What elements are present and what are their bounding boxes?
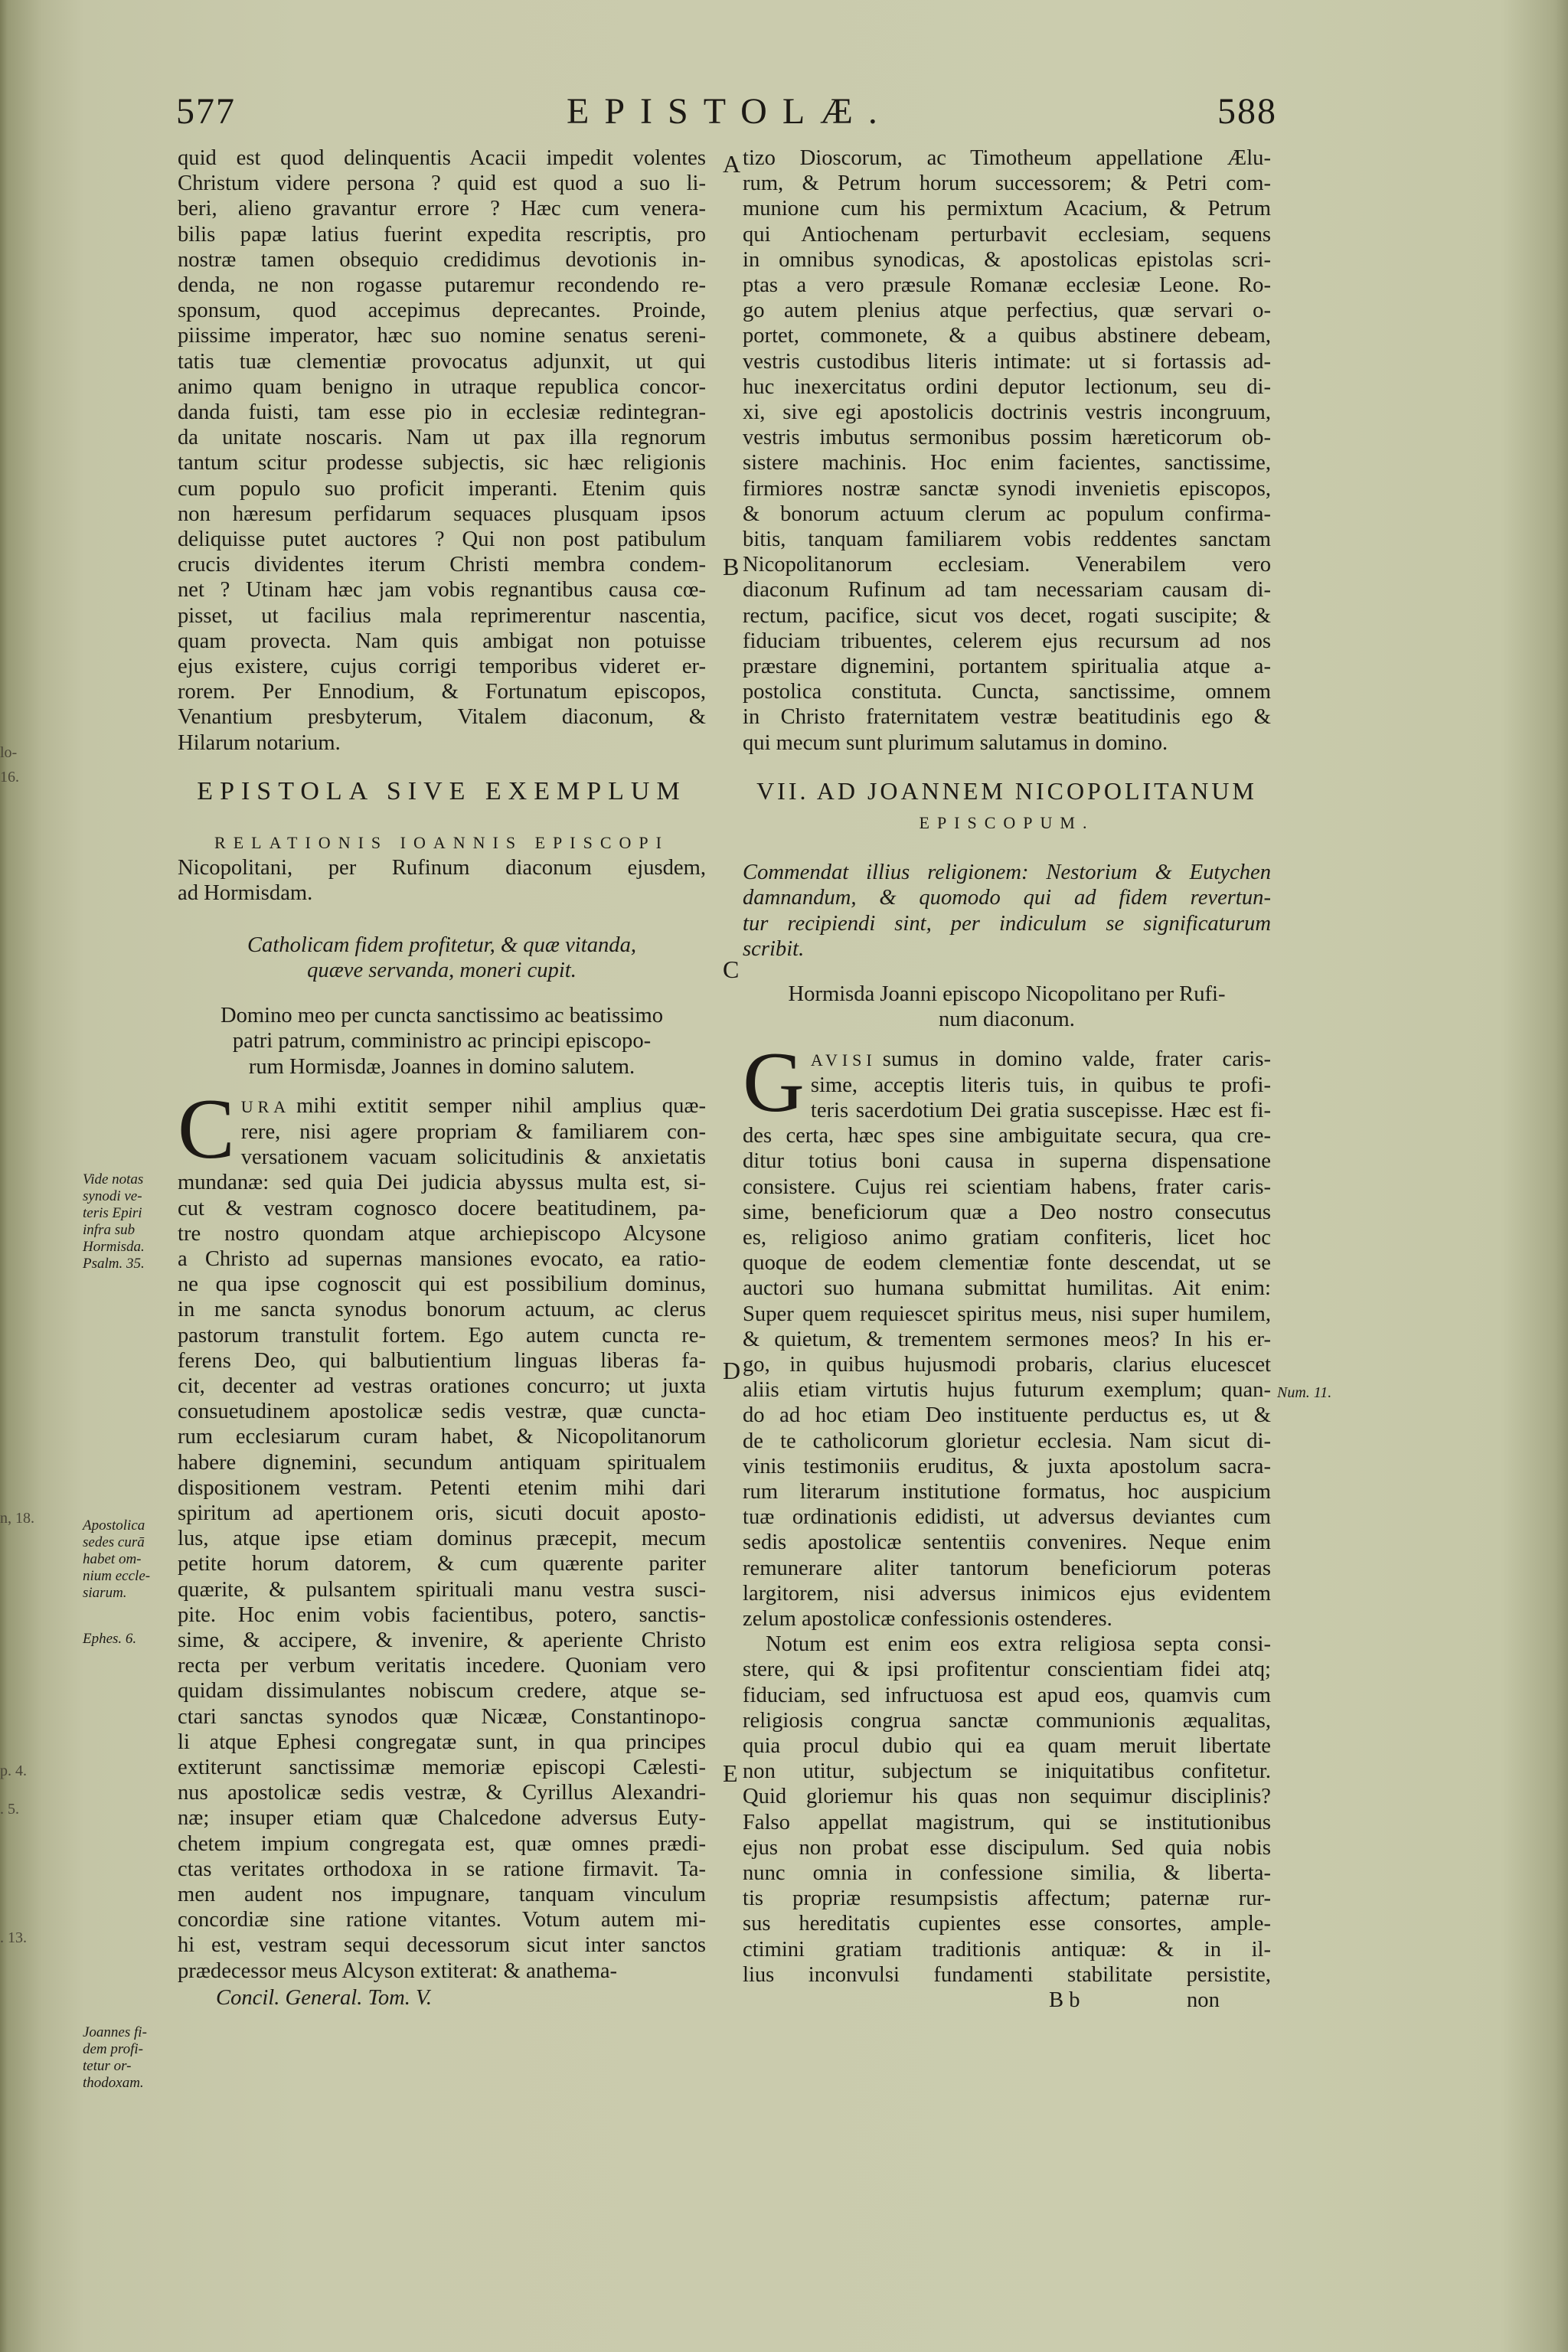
text-line: quid est quod delinquentis Acacii impedit volentes xyxy=(178,146,706,170)
section-marker: B xyxy=(723,553,740,580)
text-line: rum Hormisdæ, Joannes in domino salutem. xyxy=(248,1054,635,1079)
text-line: piissime imperator, hæc suo nomine senatus sereni- xyxy=(178,324,706,348)
text-line: ctari sanctas synodos quæ Nicææ, Constantinopo- xyxy=(178,1704,706,1729)
text-line: præstare dignemini, portantem spiritualia atque a- xyxy=(743,655,1271,679)
text-line: ne qua ipse cognoscit qui est possibilium dominus, xyxy=(178,1272,706,1297)
text-line: do ad hoc etiam Deo instituente perductus es, ut & xyxy=(743,1403,1271,1428)
text-line: damnandum, & quomodo qui ad fidem revertun- xyxy=(743,886,1271,910)
page-number-right: 588 xyxy=(1217,91,1277,132)
text-line: Super quem requiescet spiritus meus, nisi super humilem, xyxy=(743,1302,1271,1326)
text-line: tre nostro quondam atque archiepiscopo Alcysone xyxy=(178,1221,706,1246)
text-line: URA mihi extitit semper nihil amplius quæ- xyxy=(240,1093,706,1118)
text-line: dispositionem vestram. Petenti etenim mihi dari xyxy=(178,1475,706,1500)
text-line: qui Antiochenam perturbavit ecclesiam, sequens xyxy=(743,222,1271,247)
text-line: ferens Deo, qui balbutientium linguas liberas fa- xyxy=(178,1348,706,1373)
text-line: tantum scitur prodesse subjectis, sic hæc religionis xyxy=(178,451,706,475)
text-line: Nicopolitanorum ecclesiam. Venerabilem vero xyxy=(743,553,1271,577)
text-line: teris sacerdotium Dei gratia suscepisse. Hæc est fi- xyxy=(810,1098,1271,1122)
margin-note: Apostolica sedes curā habet om- nium eccle- siarum. xyxy=(83,1517,151,1601)
text-line: ctimini gratiam traditionis antiquæ: & in il- xyxy=(743,1937,1271,1962)
text-line: tatis tuæ clementiæ provocatus adjunxit, ut qui xyxy=(178,349,706,374)
text-line: sedis apostolicæ sententiis convenires. Neque enim xyxy=(743,1530,1271,1555)
text-line: danda fuisti, tam esse pio in ecclesiæ redintegran- xyxy=(178,400,706,425)
text-line: Falso appellat magistrum, qui se institutionibus xyxy=(743,1810,1271,1834)
text-line: nus apostolicæ sedis vestræ, & Cyrillus Alexandri- xyxy=(178,1781,706,1805)
running-title: EPISTOLÆ. xyxy=(567,91,893,132)
text-line: vinis testimoniis eruditus, & juxta apostolum sacra- xyxy=(743,1454,1271,1478)
text-line: chetem impium congregata est, quæ omnes prædi- xyxy=(178,1831,706,1856)
text-line: tuæ ordinationis edidisti, ut adversus deviantes cum xyxy=(743,1505,1271,1530)
text-line: in omnibus synodicas, & apostolicas epistolas scri- xyxy=(743,247,1271,272)
text-line: de te catholicorum glorietur ecclesia. Nam sicut di- xyxy=(743,1429,1271,1453)
text-line: deliquisse putet auctores ? Qui non post patibulum xyxy=(178,528,706,552)
text-line: bilis papæ latius fuerint expedita rescriptis, pro xyxy=(178,222,706,247)
text-line: ditur totius boni causa in superna dispensatione xyxy=(743,1149,1271,1174)
text-line: zelum apostolicæ confessionis ostenderes. xyxy=(743,1606,1112,1631)
text-line: ejus existere, cujus corrigi temporibus videret er- xyxy=(178,655,706,679)
text-line: rectum, pacifice, sicut vos decet, rogati suscipite; & xyxy=(743,603,1271,628)
text-line: firmiores nostræ sanctæ synodi invenietis episcopos, xyxy=(743,476,1271,501)
text-line: næ; insuper etiam quæ Chalcedone adversus Euty- xyxy=(178,1806,706,1831)
text-line: vestris imbutus sermonibus possim hæreticorum ob- xyxy=(743,426,1271,450)
bleed-fragment: . 5. xyxy=(0,1801,19,1818)
text-line: petite horum datorem, & cum quærente pariter xyxy=(178,1552,706,1576)
text-line: crucis dividentes iterum Christi membra condem- xyxy=(178,553,706,577)
text-line: stere, qui & ipsi profitentur conscientiam fidei atq; xyxy=(743,1658,1271,1682)
text-line: auctori suo humana submittat humilitas. Ait enim: xyxy=(743,1276,1271,1301)
text-line: aliis etiam virtutis hujus futurum exemplum; quan- xyxy=(743,1378,1271,1403)
text-line: quidam dissimulantes nobiscum credere, atque se- xyxy=(178,1679,706,1704)
text-line: recta per verbum veritatis incedere. Quoniam vero xyxy=(178,1654,706,1678)
text-line: huc inexercitatus ordini deputor lectionum, seu di- xyxy=(743,374,1271,399)
text-line: li atque Ephesi congregatæ sunt, in qua principes xyxy=(178,1730,706,1754)
text-line: lus, atque ipse etiam dominus præcepit, mecum xyxy=(178,1527,706,1551)
text-line: vestris custodibus literis intimate: ut si fortassis ad- xyxy=(743,349,1271,374)
left-column xyxy=(178,145,706,2011)
text-line: pite. Hoc enim vobis facientibus, potero, sanctis- xyxy=(178,1602,706,1627)
margin-note: Num. 11. xyxy=(1277,1384,1332,1401)
text-line: lius inconvulsi fundamenti stabilitate persistite, xyxy=(743,1962,1271,1987)
text-line: da unitate noscaris. Nam ut pax illa regnorum xyxy=(178,426,706,450)
text-line: es, religioso animo gratiam confiteris, licet hoc xyxy=(743,1225,1271,1250)
text-line: largitorem, nisi adversus inimicos ejus evidentem xyxy=(743,1581,1271,1606)
section-marker: D xyxy=(723,1357,741,1384)
text-line: postolica constituta. Cuncta, sanctissime, omnem xyxy=(743,680,1271,704)
text-line: rum ecclesiarum curam habet, & Nicopolitanorum xyxy=(178,1425,706,1449)
text-line: Venantium presbyterum, Vitalem diaconum, & xyxy=(178,705,706,730)
margin-note: Ephes. 6. xyxy=(83,1631,137,1647)
text-line: animo quam benigno in utraque republica concor- xyxy=(178,374,706,399)
text-line: quia procul dubio qui ea quam meruit libertate xyxy=(743,1733,1271,1758)
page-number-left: 577 xyxy=(176,91,236,132)
section-subtitle: RELATIONIS IOANNIS EPISCOPI xyxy=(214,833,669,853)
text-line: men audent nos impugnare, tanquam vinculum xyxy=(178,1883,706,1906)
text-line: rum literarum institutione formatus, hoc auspicium xyxy=(743,1479,1271,1504)
text-line: sime, acceptis literis tuis, in quibus te profi- xyxy=(810,1073,1271,1097)
text-line: rere, nisi agere propriam & familiarem con- xyxy=(240,1119,706,1144)
text-line: Commendat illius religionem: Nestorium & Eutychen xyxy=(743,861,1271,885)
text-line: beri, alieno gravantur errore ? Hæc cum venera- xyxy=(178,197,706,221)
text-line: sponsum, quod accepimus deprecantes. Proinde, xyxy=(178,299,706,323)
text-line: bitis, tanquam familiarem vobis reddentes sanctam xyxy=(743,528,1271,552)
text-line: denda, ne non rogasse putaremur recondendo re- xyxy=(178,273,706,298)
text-line: prædecessor meus Alcyson extiterat: & anathema- xyxy=(178,1958,618,1983)
text-line: go, in quibus hujusmodi probaris, clarius elucescet xyxy=(743,1352,1271,1377)
text-line: habere dignemini, secundum antiquam spiritualem xyxy=(178,1450,706,1475)
text-line: quoque de eodem clementiæ fonte descendat, ut se xyxy=(743,1251,1271,1276)
bleed-fragment: 16. xyxy=(0,769,19,786)
text-line: rorem. Per Ennodium, & Fortunatum episcopos, xyxy=(178,680,706,704)
text-line: nunc omnia in confessione similia, & liberta- xyxy=(743,1861,1271,1885)
text-line: concordiæ sine ratione vitantes. Votum autem mi- xyxy=(178,1908,706,1932)
text-line: patri patrum, comministro ac principi episcopo- xyxy=(232,1029,652,1054)
summary xyxy=(178,933,706,983)
section-marker: E xyxy=(723,1759,738,1787)
section-marker: A xyxy=(723,150,741,178)
text-line: non utitur, subjectum se iniquitatibus confitetur. xyxy=(743,1759,1271,1784)
text-line: cit, decenter ad vestras orationes concurro; ut juxta xyxy=(178,1374,706,1398)
text-line: xi, sive egi apostolicis doctrinis vestris incongruum, xyxy=(743,400,1271,425)
text-line: mundanæ: sed quia Dei judicia abyssus multa est, si- xyxy=(178,1171,706,1195)
text-line: portet, commonete, & a quibus abstinere debeam, xyxy=(743,324,1271,348)
text-line: religiosis congrua sanctæ communionis æqualitas, xyxy=(743,1708,1271,1733)
text-line: sime, & accipere, & invenire, & aperiente Christo xyxy=(178,1628,706,1652)
text-line: sime, beneficiorum quæ a Deo nostro consecutus xyxy=(743,1200,1271,1224)
text-line: cut & vestram cognosco docere beatitudinem, pa- xyxy=(178,1196,706,1220)
text-line: tur recipiendi sint, per indiculum se significaturum xyxy=(743,911,1271,936)
text-line: & bonorum actuum clerum ac populum confirma- xyxy=(743,501,1271,526)
bleed-fragment: lo- xyxy=(0,744,18,761)
text-line: nostræ tamen obsequio credidimus devotionis in- xyxy=(178,247,706,272)
letter-text xyxy=(743,1034,1271,1632)
text-line: cum populo suo proficit imperanti. Etenim quis xyxy=(178,476,706,501)
text-line: spiritum ad apertionem oris, sicuti docuit aposto- xyxy=(178,1501,706,1525)
section-subtitle: EPISCOPUM. xyxy=(919,813,1095,833)
text-line: sus hereditatis cupientes esse consortes, ample- xyxy=(743,1912,1271,1936)
body-text xyxy=(743,145,1271,756)
text-line: in Christo fraternitatem vestræ beatitudinis ego & xyxy=(743,705,1271,730)
text-line: go autem plenius atque perfectius, quæ servari o- xyxy=(743,299,1271,323)
text-line: versationem vacuam solicitudinis & anxietatis xyxy=(240,1145,706,1170)
text-line: ptas a vero præsule Romanæ ecclesiæ Leone. Ro- xyxy=(743,273,1271,298)
section-title: EPISTOLA SIVE EXEMPLUM xyxy=(197,776,687,805)
text-line: tizo Dioscorum, ac Timotheum appellatione Ælu- xyxy=(743,146,1271,170)
text-line: des certa, hæc spes sine ambiguitate secura, qua cre- xyxy=(743,1124,1271,1148)
letter-text xyxy=(178,1081,706,1984)
text-line: & quietum, & trementem sermones meos? In his er- xyxy=(743,1327,1271,1351)
summary xyxy=(743,860,1271,962)
text-line: hi est, vestram sequi decessorum sicut inter sanctos xyxy=(178,1933,706,1958)
text-line: quam provecta. Nam quis ambigat non potuisse xyxy=(178,629,706,653)
text-line: quæve servanda, moneri cupit. xyxy=(307,958,577,982)
bleed-fragment: n, 18. xyxy=(0,1510,34,1527)
page-footer xyxy=(743,1988,1271,2014)
text-line: scribit. xyxy=(743,936,805,961)
text-line: in me sancta synodus bonorum actuum, ac clerus xyxy=(178,1298,706,1322)
text-line: pisset, ut facilius mala reprimerentur nascentia, xyxy=(178,603,706,628)
margin-note: Vide notas synodi ve- teris Epiri infra sub Hormisda. Psalm. 35. xyxy=(83,1171,145,1272)
bleed-fragment: p. 4. xyxy=(0,1762,27,1779)
lead-word: AVISI xyxy=(810,1050,877,1070)
text-line: Christum videre persona ? quid est quod a suo li- xyxy=(178,172,706,196)
text-line: fiduciam tribuentes, celerem ejus recursum ad nos xyxy=(743,629,1271,653)
text-line: Domino meo per cuncta sanctissimo ac beatissimo xyxy=(220,1004,664,1028)
bleed-fragment: . 13. xyxy=(0,1929,27,1946)
salutation xyxy=(178,1003,706,1080)
text-line: net ? Utinam hæc jam vobis regnantibus causa cœ- xyxy=(178,578,706,603)
text-line: consuetudinem apostolicæ sedis vestræ, quæ cuncta- xyxy=(178,1400,706,1424)
drop-cap: G xyxy=(743,1034,805,1130)
text-line: Quid gloriemur his quas non sequimur disciplinis? xyxy=(743,1785,1271,1809)
text-line: AVISI sumus in domino valde, frater caris- xyxy=(810,1047,1271,1071)
text-line: rum, & Petrum horum successorem; & Petri com- xyxy=(743,172,1271,196)
text-line: remunerare aliter tantorum beneficiorum poteras xyxy=(743,1556,1271,1580)
catchword: non xyxy=(1187,1988,1220,2013)
text-line: pastorum transtulit fortem. Ego autem cuncta re- xyxy=(178,1323,706,1348)
salutation xyxy=(743,982,1271,1032)
text-line: ejus non probat esse discipulum. Sed quia nobis xyxy=(743,1835,1271,1860)
text-line: munione cum his permixtum Acacium, & Petrum xyxy=(743,197,1271,221)
text-line: tis propriæ resumpsistis affectum; paternæ rur- xyxy=(743,1886,1271,1911)
text-line: Catholicam fidem profitetur, & quæ vitanda, xyxy=(247,933,637,957)
text-line: Hormisda Joanni episcopo Nicopolitano per Rufi- xyxy=(788,982,1226,1007)
page-footer: Concil. General. Tom. V. xyxy=(216,1985,432,2010)
text-line: a Christo ad supernas mansiones evocato, ea ratio- xyxy=(178,1246,706,1271)
text-line: ad Hormisdam. xyxy=(178,881,313,906)
drop-cap: C xyxy=(178,1081,235,1177)
text-line: sistere machinis. Hoc enim facientes, sanctissime, xyxy=(743,451,1271,475)
right-column xyxy=(743,145,1271,2014)
section-subtitle xyxy=(178,855,706,906)
text-line: num diaconum. xyxy=(939,1008,1075,1032)
text-line: Nicopolitani, per Rufinum diaconum ejusdem, xyxy=(178,856,706,880)
lead-word: URA xyxy=(240,1096,291,1116)
text-line: consistere. Cujus rei scientiam habens, frater caris- xyxy=(743,1174,1271,1199)
signature-mark: B b xyxy=(1049,1988,1080,2013)
body-text xyxy=(178,145,706,756)
section-title: VII. AD JOANNEM NICOPOLITANUM xyxy=(756,776,1257,805)
text-line: Notum est enim eos extra religiosa septa consi- xyxy=(766,1632,1271,1657)
text-line: non hæresum perfidarum sequaces plusquam ipsos xyxy=(178,501,706,526)
text-line: ctas veritates orthodoxa in se ratione firmavit. Ta- xyxy=(178,1857,706,1881)
text-line: diaconum Rufinum ad tam necessariam causam di- xyxy=(743,578,1271,603)
letter-text xyxy=(743,1632,1271,1988)
section-marker: C xyxy=(723,956,740,983)
margin-note: Joannes fi- dem profi- tetur or- thodoxam. xyxy=(83,2024,147,2091)
text-line: extiterunt sanctissimæ memoriæ episcopi Cælesti- xyxy=(178,1755,706,1779)
text-line: qui mecum sunt plurimum salutamus in domino. xyxy=(743,730,1168,755)
text-line: Hilarum notarium. xyxy=(178,730,341,755)
text-line: quærite, & pulsantem spirituali manu vestra susci- xyxy=(178,1577,706,1602)
text-line: fiduciam, sed infructuosa est apud eos, quamvis cum xyxy=(743,1683,1271,1707)
